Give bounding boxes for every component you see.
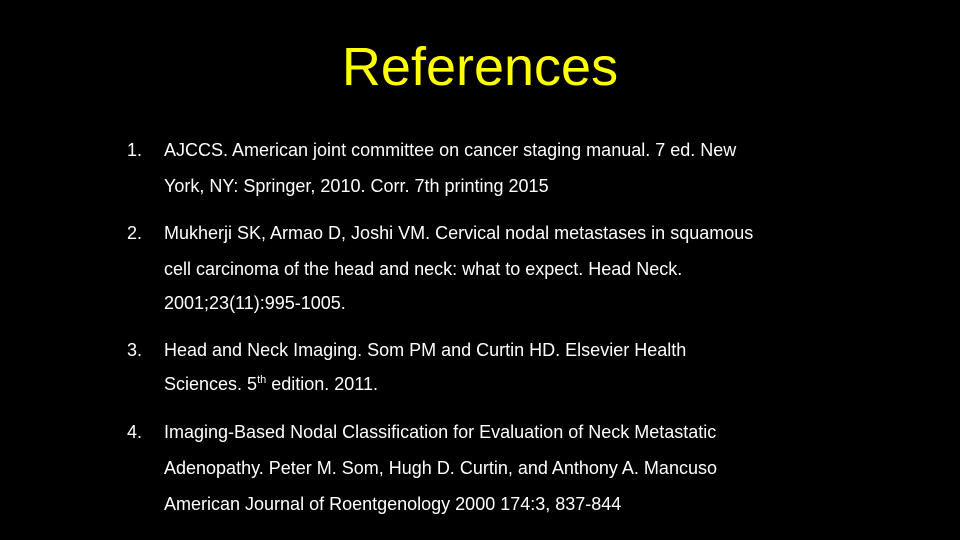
reference-3-line-2-suffix: edition. 2011. — [266, 374, 379, 394]
reference-2-line-3: 2001;23(11):995-1005. — [164, 293, 346, 313]
reference-2-line-2: cell carcinoma of the head and neck: what to expect. Head Neck. — [164, 259, 683, 279]
reference-1-line-1: AJCCS. American joint committee on cancer staging manual. 7 ed. New — [164, 140, 737, 160]
reference-4-line-2: Adenopathy. Peter M. Som, Hugh D. Curtin, and Anthony A. Mancuso — [164, 458, 717, 478]
reference-1-line-2: York, NY: Springer, 2010. Corr. 7th printing 2015 — [164, 176, 549, 196]
reference-3-line-2 — [164, 372, 378, 396]
reference-3-superscript: th — [257, 374, 267, 386]
reference-number-4: 4. — [127, 422, 143, 442]
reference-4-line-3: American Journal of Roentgenology 2000 174:3, 837-844 — [164, 494, 622, 514]
reference-number-1: 1. — [127, 140, 143, 160]
reference-3-line-2-prefix: Sciences. 5 — [164, 374, 258, 394]
reference-number-2: 2. — [127, 223, 143, 243]
slide-title: References — [341, 37, 619, 97]
reference-4-line-1: Imaging-Based Nodal Classification for Evaluation of Neck Metastatic — [164, 422, 717, 442]
reference-number-3: 3. — [127, 340, 143, 360]
reference-2-line-1: Mukherji SK, Armao D, Joshi VM. Cervical nodal metastases in squamous — [164, 223, 754, 243]
reference-3-line-1: Head and Neck Imaging. Som PM and Curtin HD. Elsevier Health — [164, 340, 687, 360]
